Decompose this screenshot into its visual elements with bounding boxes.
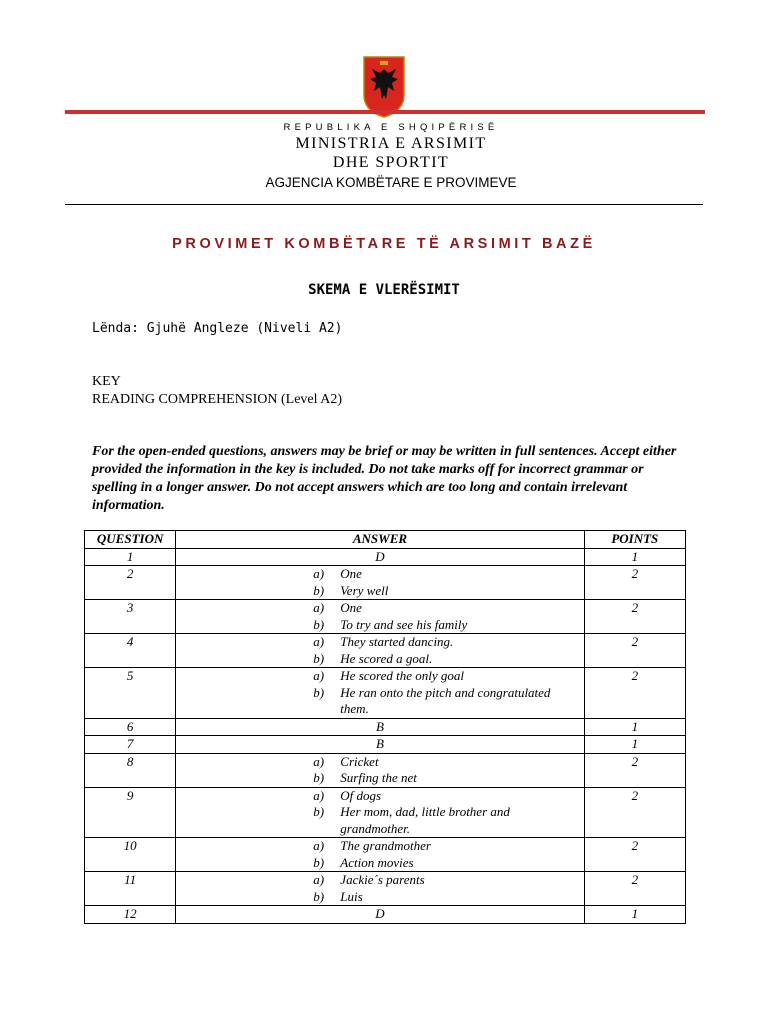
key-label: KEY: [92, 374, 121, 389]
exam-title: PROVIMET KOMBËTARE TË ARSIMIT BAZË: [172, 236, 596, 252]
answer-text-b: He ran onto the pitch and congratulated them.: [340, 684, 551, 716]
points-value: 2: [584, 668, 685, 719]
question-number: 1: [85, 548, 176, 566]
answer-text-b: Her mom, dad, little brother and grandmother.: [340, 804, 510, 836]
answer-item-b: [180, 685, 579, 718]
points-value: 2: [584, 634, 685, 668]
answer-label-b: b): [313, 854, 325, 870]
answer-item-a: [180, 872, 579, 889]
answer-label-a: a): [313, 838, 325, 853]
question-number: 11: [85, 872, 176, 906]
answer-item-b: [180, 651, 579, 668]
table-row: [85, 600, 686, 634]
answer-item-b: [180, 889, 579, 906]
answer-text-a: One: [340, 600, 362, 615]
table-row: [85, 906, 686, 924]
table-row: [85, 787, 686, 838]
table-row: [85, 548, 686, 566]
points-value: 2: [584, 600, 685, 634]
answer-cell: B: [176, 718, 584, 736]
answer-text-a: Cricket: [340, 753, 379, 769]
question-number: 8: [85, 753, 176, 787]
question-number: 6: [85, 718, 176, 736]
section-label: READING COMPREHENSION (Level A2): [92, 392, 343, 407]
answer-text-b: Action movies: [340, 854, 414, 870]
answer-item-a: [180, 634, 579, 651]
points-value: 2: [584, 753, 685, 787]
answer-item-a: [180, 838, 579, 855]
answer-cell: [176, 838, 584, 872]
answer-cell: [176, 872, 584, 906]
answer-label-a: a): [313, 566, 325, 581]
table-header-row: [85, 531, 686, 549]
question-number: 10: [85, 838, 176, 872]
points-value: 1: [584, 718, 685, 736]
answer-item-b: [180, 583, 579, 600]
answer-cell: D: [176, 548, 584, 566]
answer-item-a: [180, 600, 579, 617]
table-row: [85, 838, 686, 872]
points-value: 2: [584, 566, 685, 600]
answer-label-b: b): [313, 650, 325, 666]
table-row: [85, 566, 686, 600]
answer-text-b: Surfing the net: [340, 770, 417, 785]
table-row: [85, 753, 686, 787]
answer-label-a: a): [313, 634, 325, 649]
answer-text-b: To try and see his family: [340, 616, 468, 632]
answer-cell: B: [176, 736, 584, 754]
header-points: POINTS: [584, 531, 685, 549]
question-number: 3: [85, 600, 176, 634]
answer-item-b: [180, 804, 579, 837]
table-row: [85, 634, 686, 668]
republic-name: REPUBLIKA E SHQIPËRISË: [283, 122, 499, 133]
answer-cell: [176, 753, 584, 787]
answer-text-a: One: [340, 566, 362, 581]
points-value: 1: [584, 548, 685, 566]
question-number: 2: [85, 566, 176, 600]
answer-label-b: b): [313, 582, 325, 598]
question-number: 5: [85, 668, 176, 719]
answer-cell: [176, 787, 584, 838]
answer-item-a: [180, 566, 579, 583]
answer-text-a: Jackie´s parents: [340, 872, 425, 887]
answer-text-a: The grandmother: [340, 838, 431, 853]
question-number: 4: [85, 634, 176, 668]
points-value: 2: [584, 787, 685, 838]
agency-name: AGJENCIA KOMBËTARE E PROVIMEVE: [265, 175, 517, 190]
answer-cell: [176, 668, 584, 719]
answer-item-b: [180, 855, 579, 872]
answer-label-b: b): [313, 616, 325, 632]
answer-item-b: [180, 770, 579, 787]
answer-item-a: [180, 668, 579, 685]
table-row: [85, 718, 686, 736]
table-row: [85, 668, 686, 719]
scheme-title: SKEMA E VLERËSIMIT: [308, 282, 460, 298]
question-number: 12: [85, 906, 176, 924]
answer-text-b: Very well: [340, 582, 389, 598]
answer-label-a: a): [313, 872, 325, 887]
points-value: 1: [584, 736, 685, 754]
answer-label-b: b): [313, 770, 325, 785]
points-value: 2: [584, 872, 685, 906]
answer-label-b: b): [313, 804, 325, 819]
answer-text-a: He scored the only goal: [340, 668, 465, 683]
ministry-name-line1: MINISTRIA E ARSIMIT: [295, 135, 487, 152]
answer-text-a: They started dancing.: [340, 634, 454, 649]
points-value: 1: [584, 906, 685, 924]
answer-key-body: [85, 548, 686, 923]
answer-label-a: a): [313, 753, 325, 769]
answer-item-a: [180, 754, 579, 771]
subject-line: Lënda: Gjuhë Angleze (Niveli A2): [92, 321, 343, 336]
header-red-rule: [65, 110, 705, 114]
answer-item-b: [180, 617, 579, 634]
answer-text-b: He scored a goal.: [340, 650, 433, 666]
answer-key-table: [84, 530, 686, 924]
header-divider: [65, 204, 703, 205]
header-question: QUESTION: [85, 531, 176, 549]
ministry-name-line2: DHE SPORTIT: [332, 154, 450, 171]
table-row: [85, 872, 686, 906]
answer-label-a: a): [313, 668, 325, 683]
answer-label-a: a): [313, 600, 325, 615]
answer-label-a: a): [313, 787, 325, 803]
question-number: 7: [85, 736, 176, 754]
answer-text-a: Of dogs: [340, 787, 382, 803]
answer-cell: [176, 634, 584, 668]
answer-item-a: [180, 788, 579, 805]
answer-text-b: Luis: [340, 888, 363, 904]
instructions-paragraph: For the open-ended questions, answers may be brief or may be written in full sentences. Accept either provided the information in the key is included. Do not take marks off for incorrect grammar or spelling in a longer answer. Do not accept answers which are too long and contain irrelevant information.: [92, 444, 677, 513]
question-number: 9: [85, 787, 176, 838]
answer-cell: D: [176, 906, 584, 924]
header-answer: ANSWER: [176, 531, 584, 549]
answer-label-b: b): [313, 684, 325, 700]
table-row: [85, 736, 686, 754]
answer-cell: [176, 600, 584, 634]
answer-cell: [176, 566, 584, 600]
points-value: 2: [584, 838, 685, 872]
answer-label-b: b): [313, 888, 325, 904]
